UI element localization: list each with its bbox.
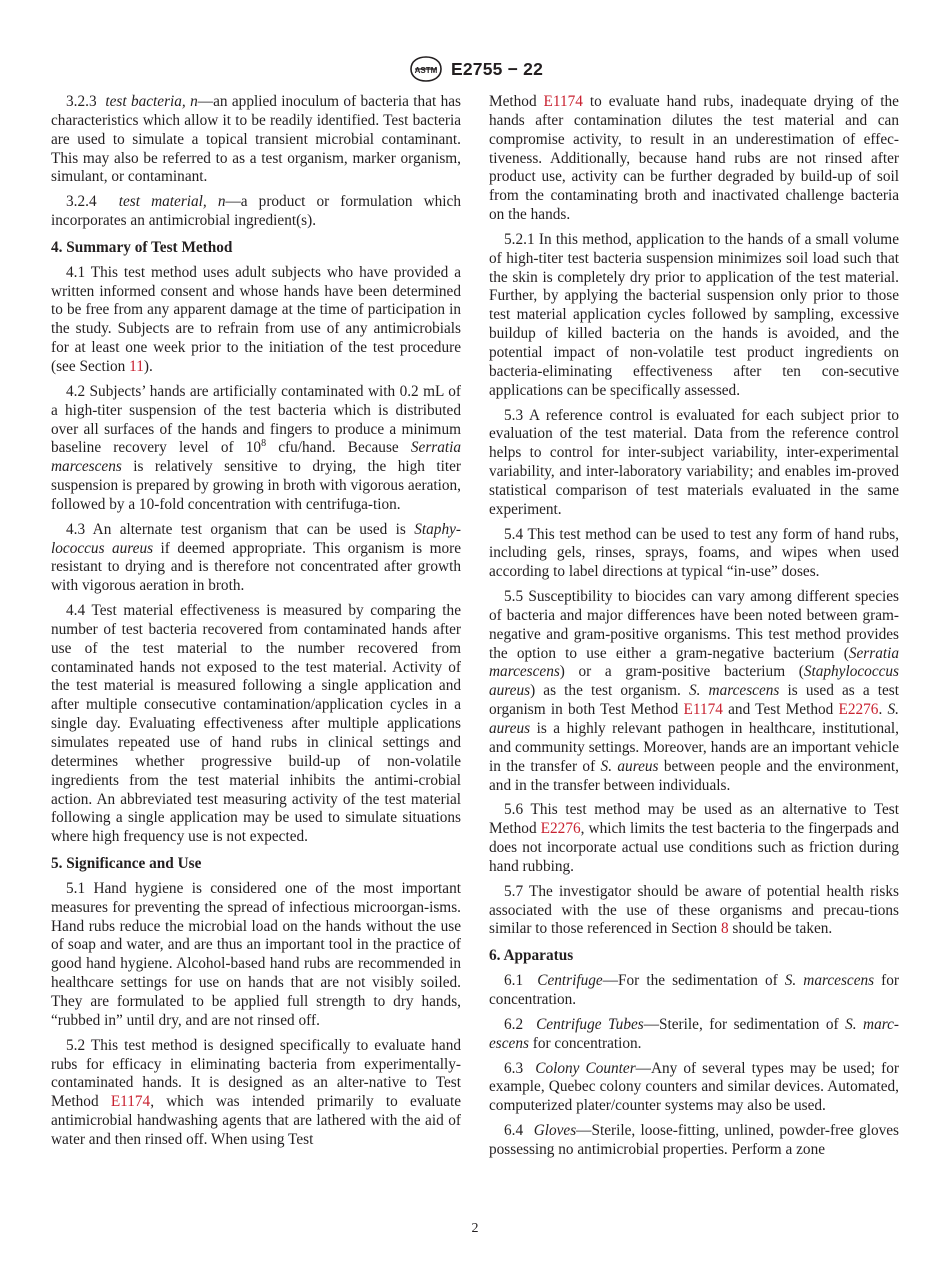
paragraph-6-2: 6.2 Centrifuge Tubes—Sterile, for sedimentation of S. marc-escens for concentration. xyxy=(489,1015,899,1052)
term-test-bacteria: test bacteria, n xyxy=(105,93,198,110)
paragraph-3-2-3: 3.2.3 test bacteria, n—an applied inoculum of bacteria that has characteristics which allow it to be readily identified. Test bacteria are used to simulate a topical transient microbial contaminant. This may also be referred to as a test organism, marker organism, simulant, or contaminant. xyxy=(51,93,462,186)
section-heading-6: 6. Apparatus xyxy=(489,947,574,965)
section-heading-4: 4. Summary of Test Method xyxy=(51,238,233,256)
paragraph-5-2-1: 5.2.1 In this method, application to the hands of a small volume of high-titer test bacteria suspension minimizes soil load such that the skin is completely dry prior to application of the test material. Further, by applying the bacterial suspension only prior to those test material application cycles followed by sampling, excessive buildup of killed bacteria on the hands is avoided, and the potential impact of non-volatile test product ingredients on bacteria-eliminating effectiveness after ten con-secutive applications can be specifically assessed. xyxy=(489,230,899,399)
paragraph-4-4: 4.4 Test material effectiveness is measured by comparing the number of test bacteria recovered from contaminated hands after use of the test material to the number recovered from contaminated hands not exposed to the test material. Activity of the test material is measured following a single application and after multiple consecutive contamination/application cycles in a single day. Evaluating effectiveness after multiple applications simulates repeated use of hand rubs in clinical settings and determines whether progressive build-up of non-volatile ingredients from the test material inhibits the antimi-crobial action. An abbreviated test measuring activity of the test material following a single application may be used to simulate situations where high frequency use is not expected. xyxy=(51,602,461,846)
paragraph-5-2-continued: Method E1174 to evaluate hand rubs, inadequate drying of the hands after contamination dilutes the test material and can compromise activity, to result in an underestimation of effec-tiveness. Additionally, because hand rubs are not rinsed after product use, activity can be further degraded by build-up of soil from the contaminating broth and inactivated challenge bacteria on the hands. xyxy=(489,93,899,224)
document-designation: E2755 − 22 xyxy=(450,58,543,79)
page-number: 2 xyxy=(471,1221,479,1236)
paragraph-5-7: 5.7 The investigator should be aware of potential health risks associated with the use of these organisms and precau-tions similar to those referenced in Section 8 should be taken. xyxy=(489,882,899,938)
paragraph-6-1: 6.1 Centrifuge—For the sedimentation of S. marcescens for concentration. xyxy=(489,972,900,1008)
paragraph-4-1: 4.1 This test method uses adult subjects who have provided a written informed consent and whose hands have been determined to be free from any apparent damage at the time of participation in the study. Subjects are to refrain from use of any antimicrobials for at least one week prior to the initiation of the test procedure (see Section 11). xyxy=(51,263,461,375)
right-column xyxy=(489,93,899,1166)
paragraph-5-2: 5.2 This test method is designed specifically to evaluate hand rubs for efficacy in eliminating bacteria from experimentally-contaminated hands. It is designed as an alter-native to Test Method E1174, which was intended primarily to evaluate antimicrobial handwashing agents that are lathered with the aid of water and then rinsed off. When using Test xyxy=(51,1036,461,1148)
term-test-material: test material, n xyxy=(118,193,226,211)
paragraph-3-2-4: 3.2.4 test material, n—a product or formulation which incorporates an antimicrobial ingredient(s). xyxy=(51,193,461,230)
section-8-link[interactable]: 8 xyxy=(720,920,729,938)
section-11-link[interactable]: 11 xyxy=(129,357,144,375)
paragraph-5-4: 5.4 This test method can be used to test any form of hand rubs, including gels, rinses, sprays, foams, and wipes when used according to label directions at typical “in-use” doses. xyxy=(489,525,899,581)
paragraph-5-3: 5.3 A reference control is evaluated for each subject prior to evaluation of the test material. Data from the reference control helps to control for inter-subject variability, inter-experimental variability, and inter-laboratory variability; and enables im-proved statistical comparison of test materials evaluated in the same experiment. xyxy=(489,406,899,518)
exponent: 8 xyxy=(261,438,267,450)
e2276-link[interactable]: E2276 xyxy=(540,820,581,838)
astm-logo-icon xyxy=(407,56,445,82)
paragraph-6-3: 6.3 Colony Counter—Any of several types may be used; for example, Quebec colony counters and similar devices. Automated, computerized plater/counter systems may also be used. xyxy=(489,1059,900,1115)
left-column xyxy=(51,93,461,1156)
logo-text: ASTM xyxy=(414,66,438,75)
paragraph-5-6: 5.6 This test method may be used as an alternative to Test Method E2276, which limits the test bacteria to the fingerpads and does not incorporate actual use conditions such as friction during hand rubbing. xyxy=(489,801,899,875)
section-heading-5: 5. Significance and Use xyxy=(51,855,202,873)
page-header xyxy=(0,56,950,82)
paragraph-5-5: 5.5 Susceptibility to biocides can vary among different species of bacteria and major differences have been noted between gram-negative and gram-positive organisms. This test method provides the option to use either a gram-negative bacterium (Serratia marcescens) or a gram-positive bacterium (Staphylococcus aureus) as the test organism. S. marcescens is used as a test organism in both Test Method E1174 and Test Method E2276. S. aureus is a highly relevant pathogen in healthcare, institutional, and community settings. Moreover, hands are an important vehicle in the transfer of S. aureus between people and the environment, and in the transfer between individuals. xyxy=(489,588,900,794)
e1174-link[interactable]: E1174 xyxy=(683,701,723,719)
paragraph-6-4: 6.4 Gloves—Sterile, loose-fitting, unlined, powder-free gloves possessing no antimicrobial properties. Perform a zone xyxy=(489,1122,899,1158)
e1174-link[interactable]: E1174 xyxy=(543,93,583,110)
e2276-link[interactable]: E2276 xyxy=(838,701,879,719)
paragraph-4-3: 4.3 An alternate test organism that can be used is Staphy-lococcus aureus if deemed appropriate. This organism is more resistant to drying and is therefore not concentrated after growth with vigorous aeration in broth. xyxy=(51,520,462,595)
paragraph-4-2: 4.2 Subjects’ hands are artificially contaminated with 0.2 mL of a high-titer suspension of the test bacteria which is distributed over all surfaces of the hands and fingers to produce a minimum baseline recovery level of $10^8$ cfu/hand. Because Serratia marcescens is relatively sensitive to drying, the high titer suspension is prepared by growing in broth with vigorous aeration, followed by a 10-fold concentration with centrifuga-tion. xyxy=(51,382,462,513)
e1174-link[interactable]: E1174 xyxy=(110,1093,151,1111)
paragraph-5-1: 5.1 Hand hygiene is considered one of the most important measures for preventing the spread of infectious microorgan-isms. Hand rubs reduce the microbial load on the hands without the use of soap and water, and are thus an important tool in the practice of good hand hygiene. Alcohol-based hand rubs are recommended in healthcare settings for use on hands that are not visibly soiled. They are formulated to be applied full strength to dry hands, “rubbed in” until dry, and are not rinsed off. xyxy=(51,879,461,1029)
